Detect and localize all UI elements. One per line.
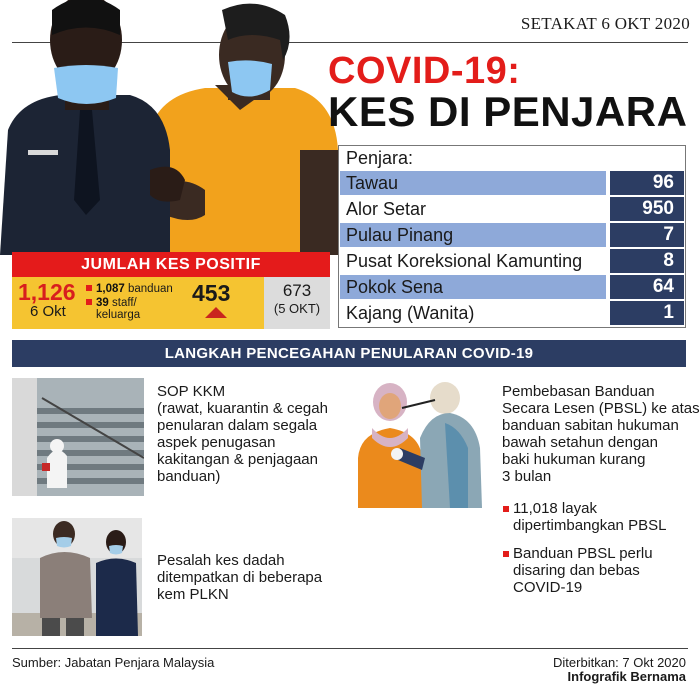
prison-row-cases: 950 (610, 197, 684, 221)
increase-arrow-icon (205, 307, 227, 318)
inmates-walking-illustration (12, 518, 142, 636)
prison-row-cases: 7 (610, 223, 684, 247)
previous-cases-value: 673 (282, 281, 312, 300)
prison-row-name: Pusat Koreksional Kamunting (346, 251, 583, 271)
bullet-square-icon (503, 506, 509, 512)
prison-row-name: Tawau (340, 171, 606, 195)
credit-label: Infografik Bernama (567, 669, 686, 684)
bottom-divider (12, 648, 688, 649)
increase-value: 453 (192, 280, 231, 306)
officer-figure (0, 0, 185, 255)
total-cases-value: 1,126 (18, 279, 76, 305)
disinfection-illustration (12, 378, 144, 496)
sop-text: SOP KKM (rawat, kuarantin & cegah penularan dalam segala aspek penugasan kakitangan & penjagaan banduan) (157, 383, 328, 485)
previous-cases-date: (5 OKT) (273, 301, 321, 316)
title-line1: COVID-19: (328, 50, 521, 92)
prison-row-name: Kajang (Wanita) (346, 303, 475, 323)
staff-count: 39 staff/ keluarga (86, 297, 140, 321)
pbsl-eligible-text: 11,018 layak dipertimbangkan PBSL (513, 500, 667, 534)
positive-cases-heading: JUMLAH KES POSITIF (12, 252, 330, 277)
swab-test-illustration (350, 378, 490, 508)
prison-row-cases: 8 (610, 249, 684, 273)
total-cases-date: 6 Okt (30, 303, 66, 320)
prison-row-cases: 96 (610, 171, 684, 195)
date-label: SETAKAT 6 OKT 2020 (520, 14, 690, 33)
inmates-count: 1,087 banduan (86, 283, 173, 295)
prison-row-name: Alor Setar (346, 199, 427, 219)
prison-row-cases: 64 (610, 275, 684, 299)
page-title: KES DI PENJARA (328, 88, 688, 135)
bullet-square-icon (86, 299, 92, 305)
plkn-text: Pesalah kes dadah ditempatkan di beberapa kem PLKN (157, 552, 323, 603)
pbsl-screening-text: Banduan PBSL perlu disaring dan bebas COVID-19 (513, 545, 653, 596)
prison-row-name: Pokok Sena (340, 275, 606, 299)
inmate-figure (150, 4, 338, 255)
bullet-square-icon (503, 551, 509, 557)
bullet-square-icon (86, 285, 92, 291)
prison-row-cases: 1 (610, 301, 684, 325)
officer-inmate-illustration (0, 0, 340, 255)
pbsl-text: Pembebasan Banduan Secara Lesen (PBSL) ke atas banduan sabitan hukuman bawah setahun dengan baki hukuman kurang 3 bulan (502, 383, 700, 485)
prevention-heading: LANGKAH PENCEGAHAN PENULARAN COVID-19 (12, 340, 686, 367)
source-note: Sumber: Jabatan Penjara Malaysia (12, 655, 215, 670)
prison-table-heading: Penjara: (346, 148, 414, 168)
published-date: Diterbitkan: 7 Okt 2020 (553, 655, 686, 670)
prison-row-name: Pulau Pinang (340, 223, 606, 247)
